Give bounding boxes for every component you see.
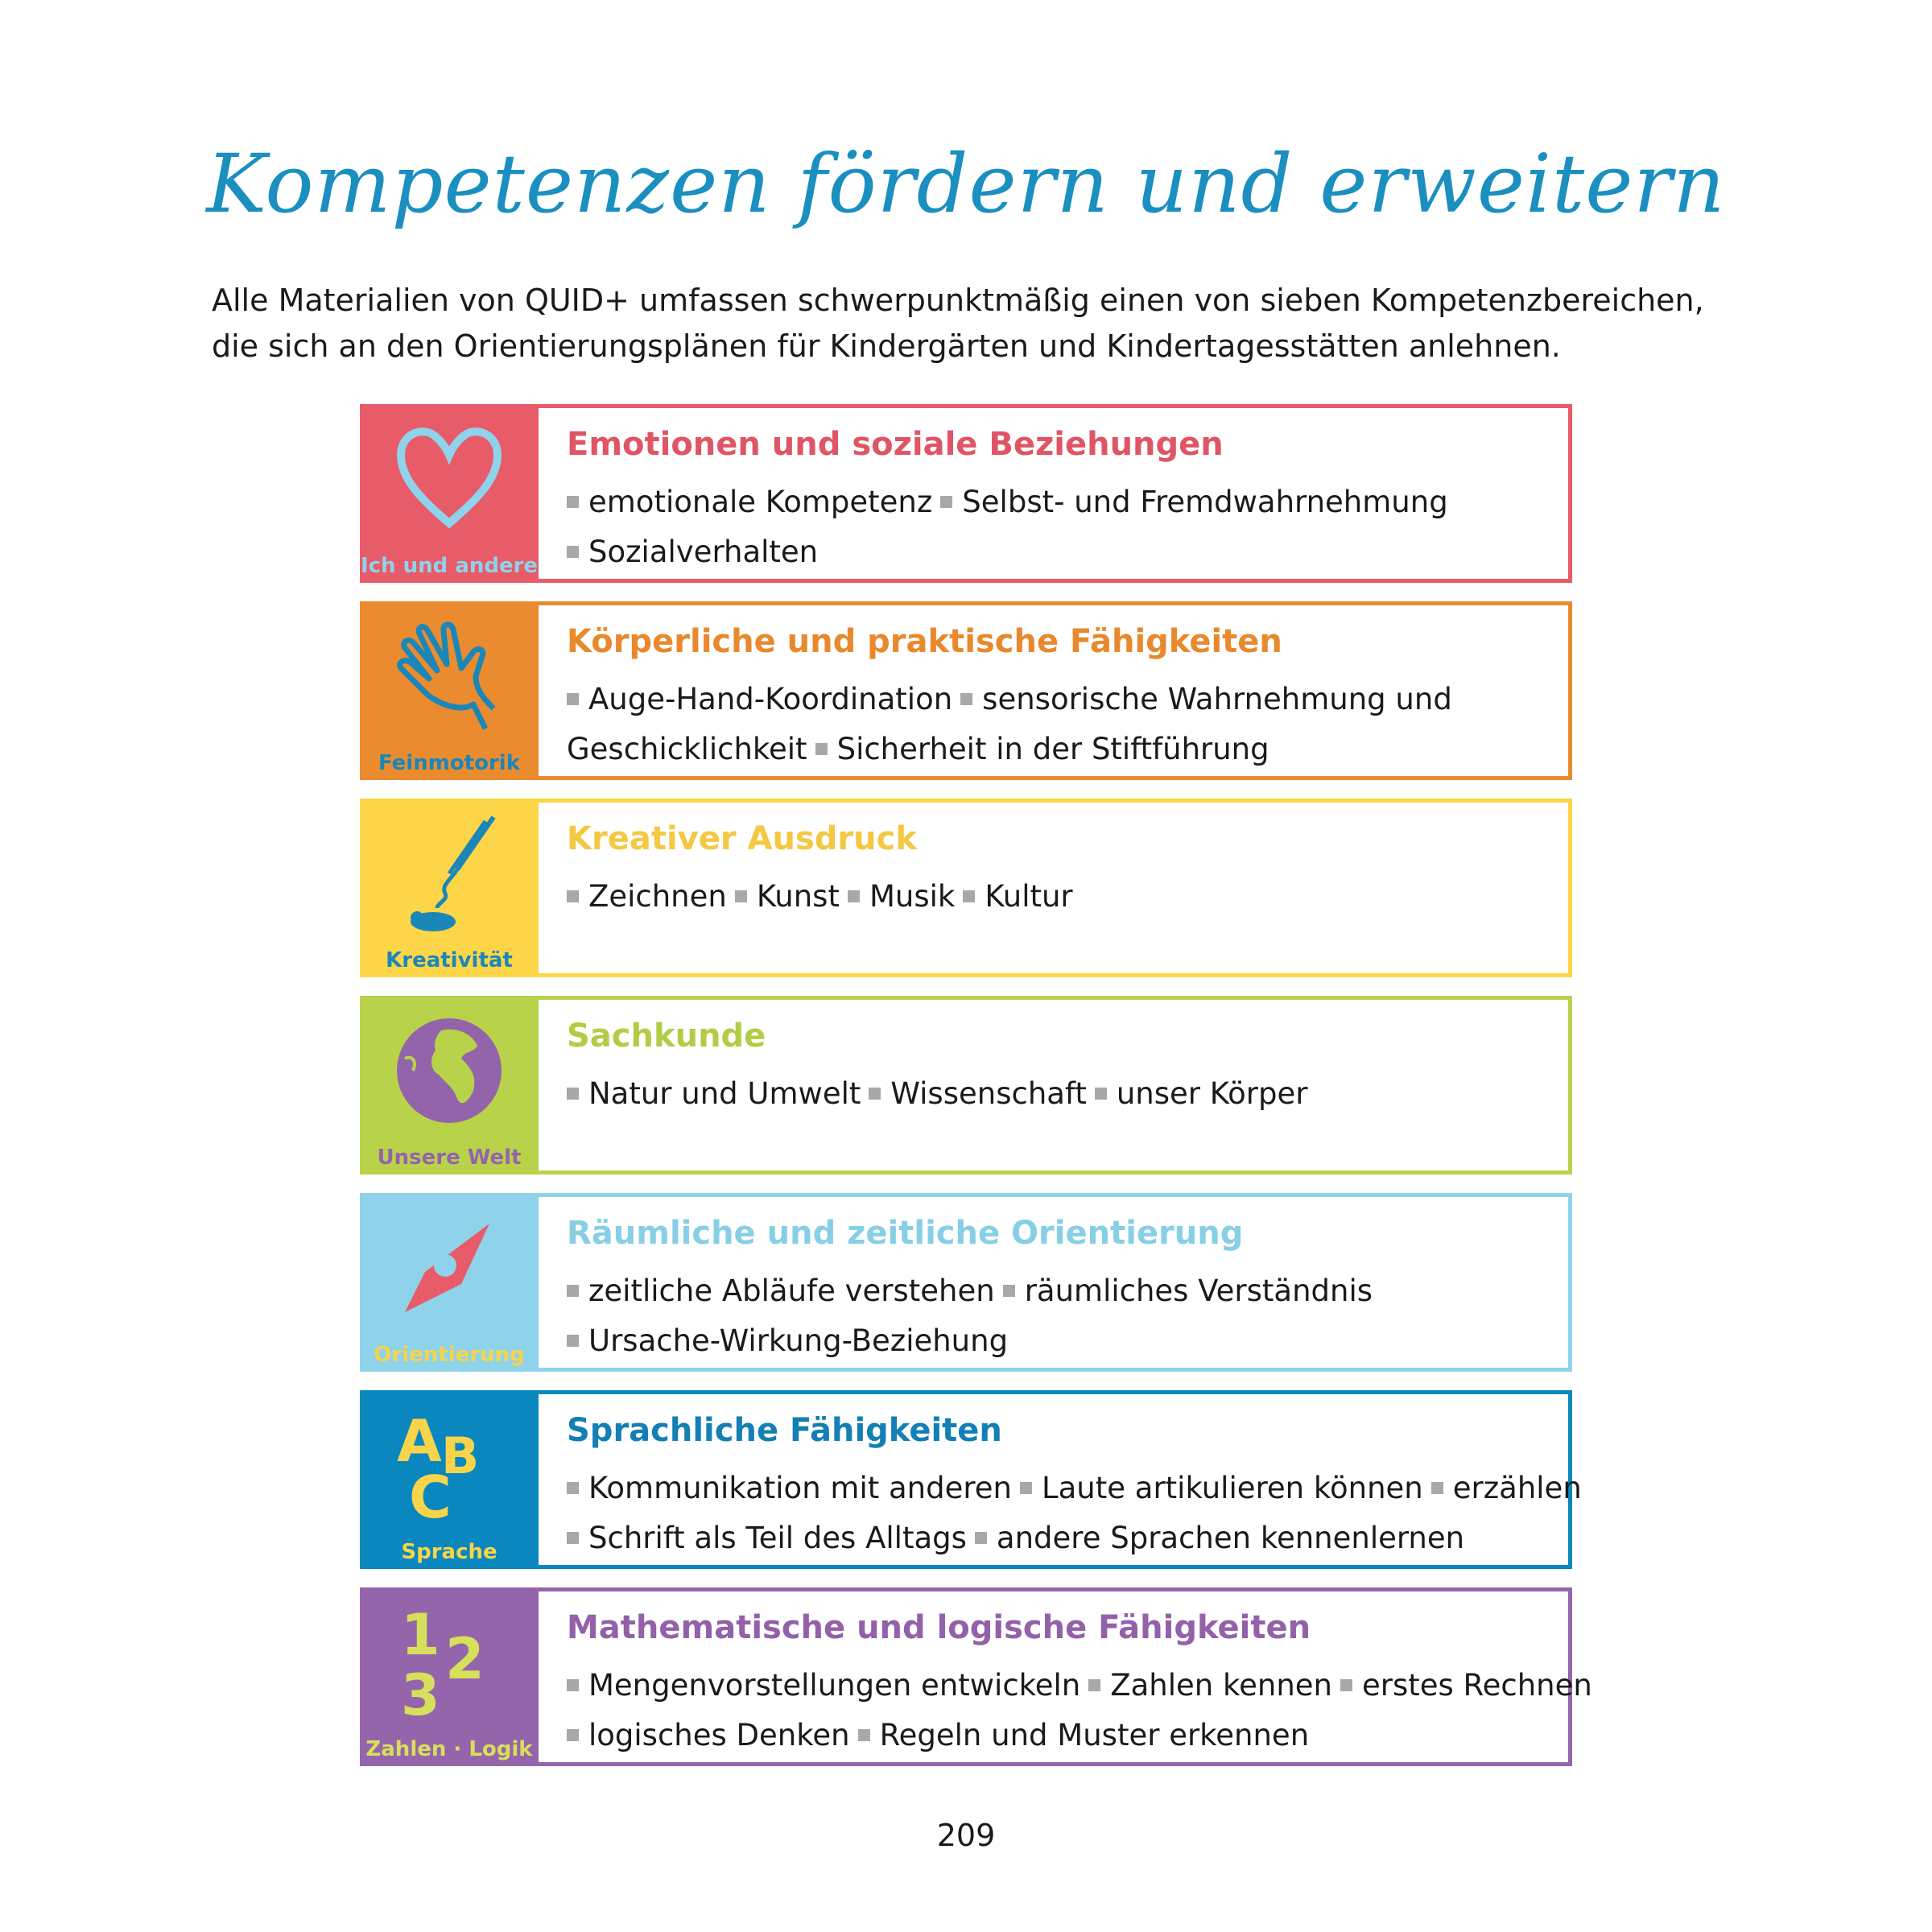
competence-item: Schrift als Teil des Alltags <box>588 1521 967 1555</box>
bullet-square-icon <box>869 1088 881 1100</box>
bullet-square-icon <box>1088 1679 1100 1691</box>
category-items <box>567 675 1460 774</box>
bullet-line <box>567 1316 1381 1366</box>
competence-item: Zeichnen <box>588 879 727 914</box>
category-label: Orientierung <box>374 1343 525 1367</box>
bullet-square-icon <box>1095 1088 1107 1100</box>
bullet-square-icon <box>940 496 952 508</box>
bullet-square-icon <box>567 1088 579 1100</box>
category-content <box>539 404 1572 583</box>
competence-item: Sicherheit in der Stiftführung <box>836 732 1269 766</box>
competence-row <box>360 1587 1592 1766</box>
category-label: Feinmotorik <box>378 751 521 775</box>
category-label: Unsere Welt <box>377 1146 522 1170</box>
page-title: Kompetenzen fördern und erweitern <box>206 137 1726 231</box>
category-badge <box>360 799 539 977</box>
competence-row <box>360 1390 1582 1569</box>
bullet-square-icon <box>567 1482 579 1494</box>
category-badge <box>360 601 539 780</box>
category-heading: Kreativer Ausdruck <box>567 820 917 857</box>
bullet-square-icon <box>567 1679 579 1691</box>
competence-item: unser Körper <box>1116 1076 1308 1111</box>
category-heading: Körperliche und praktische Fähigkeiten <box>567 623 1282 660</box>
category-heading: Räumliche und zeitliche Orientierung <box>567 1215 1244 1252</box>
competence-item: räumliches Verständnis <box>1024 1274 1373 1308</box>
abc-icon <box>389 1405 510 1525</box>
competence-item: Regeln und Muster erkennen <box>879 1718 1310 1752</box>
competence-item: Laute artikulieren können <box>1042 1471 1423 1505</box>
bullet-square-icon <box>567 693 579 705</box>
competence-item: Musik <box>869 879 956 914</box>
category-heading: Emotionen und soziale Beziehungen <box>567 426 1224 463</box>
globe-icon <box>389 1010 510 1131</box>
bullet-square-icon <box>735 890 747 902</box>
category-badge <box>360 1193 539 1372</box>
category-heading: Sachkunde <box>567 1018 766 1055</box>
bullet-line <box>567 724 1460 774</box>
bullet-square-icon <box>848 890 860 902</box>
category-content <box>539 1193 1572 1372</box>
bullet-line <box>567 1463 1590 1513</box>
category-items <box>567 1069 1315 1119</box>
svg-text:2: 2 <box>445 1626 485 1692</box>
category-items <box>567 1266 1381 1366</box>
paintbrush-icon <box>389 813 510 934</box>
svg-text:C: C <box>409 1463 452 1525</box>
category-heading: Sprachliche Fähigkeiten <box>567 1412 1002 1449</box>
bullet-square-icon <box>858 1729 870 1741</box>
bullet-square-icon <box>567 546 579 558</box>
competence-row <box>360 404 1572 583</box>
bullet-square-icon <box>567 1532 579 1544</box>
category-items <box>567 1661 1600 1761</box>
competence-item: Mengenvorstellungen entwickeln <box>588 1668 1081 1703</box>
competence-item: Selbst- und Fremdwahrnehmung <box>962 485 1448 519</box>
bullet-line <box>567 1069 1315 1119</box>
category-content <box>539 1390 1582 1569</box>
numbers-icon <box>389 1602 510 1723</box>
bullet-square-icon <box>567 1729 579 1741</box>
bullet-square-icon <box>567 1335 579 1347</box>
competence-item: Kommunikation mit anderen <box>588 1471 1012 1505</box>
hand-icon <box>389 616 510 737</box>
intro-paragraph: Alle Materialien von QUID+ umfassen schwerpunktmäßig einen von sieben Kompetenzbereichen, die sich an den Orientierungsplänen für Kindergärten und Kindertagesstätten anlehnen. <box>212 283 1704 364</box>
bullet-square-icon <box>963 890 975 902</box>
competence-item: Geschicklichkeit <box>567 732 807 766</box>
competence-item: Kunst <box>756 879 840 914</box>
bullet-line <box>567 1711 1600 1761</box>
category-items <box>567 872 1081 922</box>
bullet-square-icon <box>975 1532 987 1544</box>
bullet-square-icon <box>960 693 972 705</box>
page-number: 209 <box>936 1818 996 1853</box>
bullet-square-icon <box>567 890 579 902</box>
heart-icon <box>389 419 510 539</box>
bullet-line <box>567 1266 1381 1316</box>
competence-item: Ursache-Wirkung-Beziehung <box>588 1323 1009 1358</box>
category-label: Sprache <box>401 1540 497 1564</box>
bullet-square-icon <box>567 1285 579 1297</box>
bullet-square-icon <box>567 496 579 508</box>
category-content <box>539 799 1572 977</box>
competence-item: Zahlen kennen <box>1110 1668 1332 1703</box>
category-badge <box>360 1390 539 1569</box>
svg-text:A: A <box>397 1407 442 1475</box>
category-content <box>539 601 1572 780</box>
competence-item: zeitliche Abläufe verstehen <box>588 1274 995 1308</box>
category-items <box>567 477 1456 577</box>
competence-item: emotionale Kompetenz <box>588 485 933 519</box>
bullet-line <box>567 1513 1590 1563</box>
category-badge <box>360 996 539 1174</box>
bullet-square-icon <box>1020 1482 1032 1494</box>
competence-item: Natur und Umwelt <box>588 1076 861 1111</box>
competence-item: sensorische Wahrnehmung und <box>982 682 1452 716</box>
bullet-line <box>567 527 1456 577</box>
competence-item: andere Sprachen kennenlernen <box>996 1521 1465 1555</box>
competence-item: Wissenschaft <box>890 1076 1087 1111</box>
competence-row <box>360 601 1572 780</box>
category-heading: Mathematische und logische Fähigkeiten <box>567 1609 1311 1646</box>
category-items <box>567 1463 1590 1563</box>
svg-text:1: 1 <box>401 1602 440 1668</box>
bullet-line <box>567 675 1460 724</box>
competence-item: erstes Rechnen <box>1361 1668 1592 1703</box>
competence-row <box>360 996 1572 1174</box>
competence-item: Kultur <box>985 879 1073 914</box>
bullet-square-icon <box>1003 1285 1015 1297</box>
competence-item: Auge-Hand-Koordination <box>588 682 953 716</box>
category-label: Kreativität <box>386 948 513 972</box>
bullet-line <box>567 872 1081 922</box>
competence-row <box>360 799 1572 977</box>
category-content <box>539 996 1572 1174</box>
svg-text:B: B <box>441 1426 480 1485</box>
competence-item: Sozialverhalten <box>588 535 819 569</box>
category-label: Ich und andere <box>360 554 539 578</box>
category-content <box>539 1587 1592 1766</box>
category-badge <box>360 404 539 583</box>
bullet-line <box>567 1661 1600 1711</box>
competence-item: erzählen <box>1452 1471 1582 1505</box>
competence-item: logisches Denken <box>588 1718 850 1752</box>
category-label: Zahlen · Logik <box>365 1737 533 1761</box>
category-badge <box>360 1587 539 1766</box>
competence-row <box>360 1193 1572 1372</box>
svg-text:3: 3 <box>401 1662 440 1723</box>
compass-icon <box>389 1208 510 1328</box>
bullet-square-icon <box>815 743 828 755</box>
bullet-line <box>567 477 1456 527</box>
bullet-square-icon <box>1340 1679 1352 1691</box>
bullet-square-icon <box>1431 1482 1443 1494</box>
